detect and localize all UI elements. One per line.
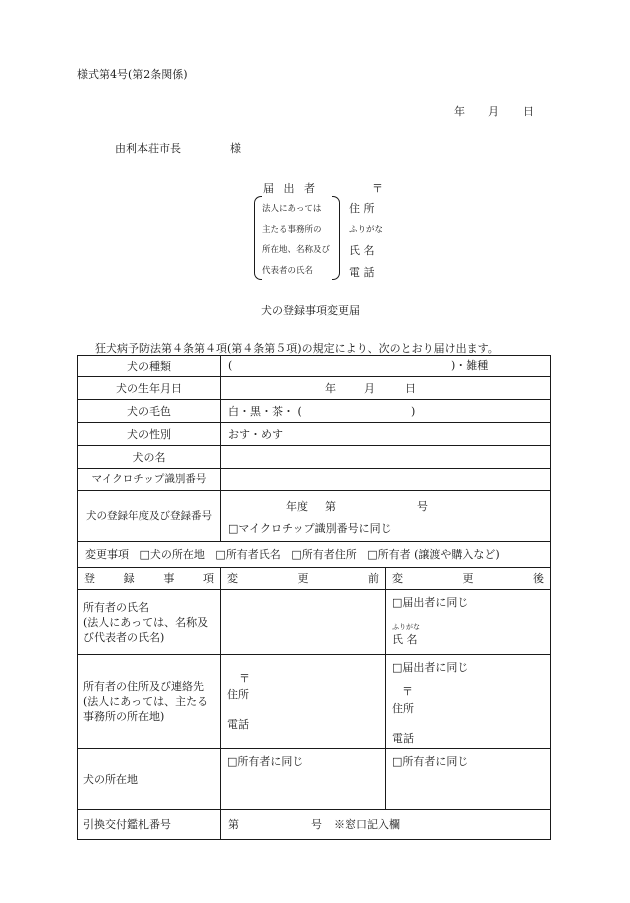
coat-color-field[interactable] xyxy=(221,400,551,423)
column-header-item xyxy=(78,568,221,590)
change-items-label: 変更事項 xyxy=(85,548,129,561)
column-header-item-char: 項 xyxy=(202,572,214,585)
column-header-before-char: 変 xyxy=(227,572,238,585)
registration-number-label: 犬の登録年度及び登録番号 xyxy=(78,491,221,542)
dog-location-after-same-as-owner-checkbox[interactable]: □所有者に同じ xyxy=(392,755,469,768)
intro-text: 狂犬病予防法第４条第４項(第４条第５項)の規定により、次のとおり届け出ます。 xyxy=(95,342,499,355)
date-year: 年 xyxy=(454,105,465,118)
owner-name-furigana-label: ふりがな xyxy=(392,623,420,631)
addressee-honorific: 様 xyxy=(230,142,241,155)
dog-name-label: 犬の名 xyxy=(78,446,221,469)
owner-address-same-as-applicant-checkbox[interactable]: □届出者に同じ xyxy=(392,661,469,674)
addressee: 由利本荘市長 xyxy=(115,142,181,155)
dog-location-before-same-as-owner-checkbox[interactable]: □所有者に同じ xyxy=(227,755,304,768)
column-header-item-char: 録 xyxy=(123,572,135,585)
dog-location-label: 犬の所在地 xyxy=(78,749,221,810)
sex-row xyxy=(78,423,551,446)
tag-number-label: 引換交付鑑札番号 xyxy=(78,810,221,840)
registration-same-as-chip-checkbox[interactable]: □マイクロチップ識別番号に同じ xyxy=(228,522,392,535)
applicant-heading: 届 出 者 xyxy=(263,182,318,195)
tag-no-suffix: 号 xyxy=(311,818,322,831)
birth-month-unit: 月 xyxy=(364,382,375,395)
breed-mixed-option: )・雑種 xyxy=(451,359,489,372)
column-header-after-char: 後 xyxy=(533,572,544,585)
applicant-phone-label: 電 話 xyxy=(349,266,375,279)
column-header-item-char: 事 xyxy=(163,572,175,585)
owner-address-label-line2: (法人にあっては、主たる xyxy=(83,695,209,708)
registration-year-unit: 年度 xyxy=(286,500,308,513)
column-header-item-char: 登 xyxy=(84,572,95,585)
owner-address-before-phone-label: 電話 xyxy=(227,718,249,731)
change-items-cell xyxy=(78,542,551,568)
owner-name-before-field[interactable] xyxy=(221,590,386,655)
change-dog-location-checkbox[interactable]: □犬の所在地 xyxy=(139,548,205,561)
owner-address-before-postal-mark: 〒 xyxy=(239,672,250,685)
owner-address-before-field[interactable] xyxy=(221,655,386,749)
owner-address-label-line1: 所有者の住所及び連絡先 xyxy=(83,680,204,693)
owner-name-row xyxy=(78,590,551,655)
registration-number-field[interactable] xyxy=(221,491,551,542)
owner-address-label-line3: 事務所の所在地) xyxy=(83,710,165,723)
owner-address-after-field[interactable] xyxy=(386,655,551,749)
applicant-bracket-right xyxy=(332,196,340,280)
dog-name-field[interactable] xyxy=(221,446,551,469)
owner-name-name-label: 氏 名 xyxy=(392,633,418,646)
coat-color-label: 犬の毛色 xyxy=(78,400,221,423)
owner-address-label xyxy=(78,655,221,749)
owner-address-row xyxy=(78,655,551,749)
column-header-before-char: 更 xyxy=(297,572,309,585)
tag-no-prefix: 第 xyxy=(228,818,239,831)
breed-row xyxy=(78,356,551,377)
breed-field[interactable] xyxy=(221,356,551,377)
owner-address-before-address-label: 住所 xyxy=(227,688,249,701)
dog-location-row xyxy=(78,749,551,810)
birthdate-row xyxy=(78,377,551,400)
coat-color-close-paren: ) xyxy=(411,405,416,418)
tag-office-use-note: ※窓口記入欄 xyxy=(334,818,400,831)
microchip-field[interactable] xyxy=(221,469,551,491)
coat-color-row xyxy=(78,400,551,423)
column-header-before xyxy=(221,568,386,590)
column-header-after xyxy=(386,568,551,590)
registration-no-prefix: 第 xyxy=(325,500,336,513)
birthdate-label: 犬の生年月日 xyxy=(78,377,221,400)
sex-label: 犬の性別 xyxy=(78,423,221,446)
registration-change-form xyxy=(77,355,551,840)
owner-name-label xyxy=(78,590,221,655)
birth-year-unit: 年 xyxy=(325,382,336,395)
microchip-label: マイクロチップ識別番号 xyxy=(78,469,221,491)
applicant-note-line3: 所在地、名称及び xyxy=(262,245,331,255)
dog-location-before-field[interactable] xyxy=(221,749,386,810)
owner-name-same-as-applicant-checkbox[interactable]: □届出者に同じ xyxy=(392,596,469,609)
registration-number-row xyxy=(78,491,551,542)
applicant-note-line2: 主たる事務所の xyxy=(262,225,322,235)
date-month: 月 xyxy=(488,105,499,118)
owner-name-label-line1: 所有者の氏名 xyxy=(83,600,149,614)
date-day: 日 xyxy=(523,105,534,118)
applicant-furigana-label: ふりがな xyxy=(349,225,384,235)
birth-day-unit: 日 xyxy=(405,382,416,395)
dog-location-after-field[interactable] xyxy=(386,749,551,810)
applicant-note-line1: 法人にあっては xyxy=(262,204,322,214)
tag-number-row xyxy=(78,810,551,840)
column-header-row xyxy=(78,568,551,590)
owner-name-label-line3: び代表者の氏名) xyxy=(83,630,165,644)
column-header-after-char: 変 xyxy=(392,572,403,585)
breed-label: 犬の種類 xyxy=(78,356,221,377)
tag-number-field[interactable] xyxy=(221,810,551,840)
breed-open-paren: ( xyxy=(228,359,233,372)
owner-address-after-phone-label: 電話 xyxy=(392,732,414,745)
column-header-before-char: 前 xyxy=(368,572,379,585)
column-header-after-char: 更 xyxy=(462,572,474,585)
microchip-row xyxy=(78,469,551,491)
sex-options: おす・めす xyxy=(228,428,283,441)
owner-address-after-postal-mark: 〒 xyxy=(402,685,413,698)
applicant-note-line4: 代表者の氏名 xyxy=(262,266,314,276)
owner-name-label-line2: (法人にあっては、名称及 xyxy=(83,615,209,629)
owner-name-after-field[interactable] xyxy=(386,590,551,655)
applicant-address-label: 住 所 xyxy=(349,202,375,215)
sex-field[interactable] xyxy=(221,423,551,446)
change-owner-address-checkbox[interactable]: □所有者住所 xyxy=(291,548,357,561)
birthdate-field[interactable] xyxy=(221,377,551,400)
applicant-bracket-left xyxy=(254,196,262,280)
coat-color-options: 白・黒・茶・ ( xyxy=(228,405,302,418)
registration-no-suffix: 号 xyxy=(417,500,428,513)
form-number: 様式第4号(第2条関係) xyxy=(77,68,188,81)
change-items-row xyxy=(78,542,551,568)
applicant-postal-mark: 〒 xyxy=(372,182,383,195)
owner-address-after-address-label: 住所 xyxy=(392,702,414,715)
change-owner-name-checkbox[interactable]: □所有者氏名 xyxy=(215,548,281,561)
applicant-name-label: 氏 名 xyxy=(349,244,375,257)
document-title: 犬の登録事項変更届 xyxy=(261,304,360,317)
dog-name-row xyxy=(78,446,551,469)
change-owner-transfer-checkbox[interactable]: □所有者 (譲渡や購入など) xyxy=(367,548,500,561)
